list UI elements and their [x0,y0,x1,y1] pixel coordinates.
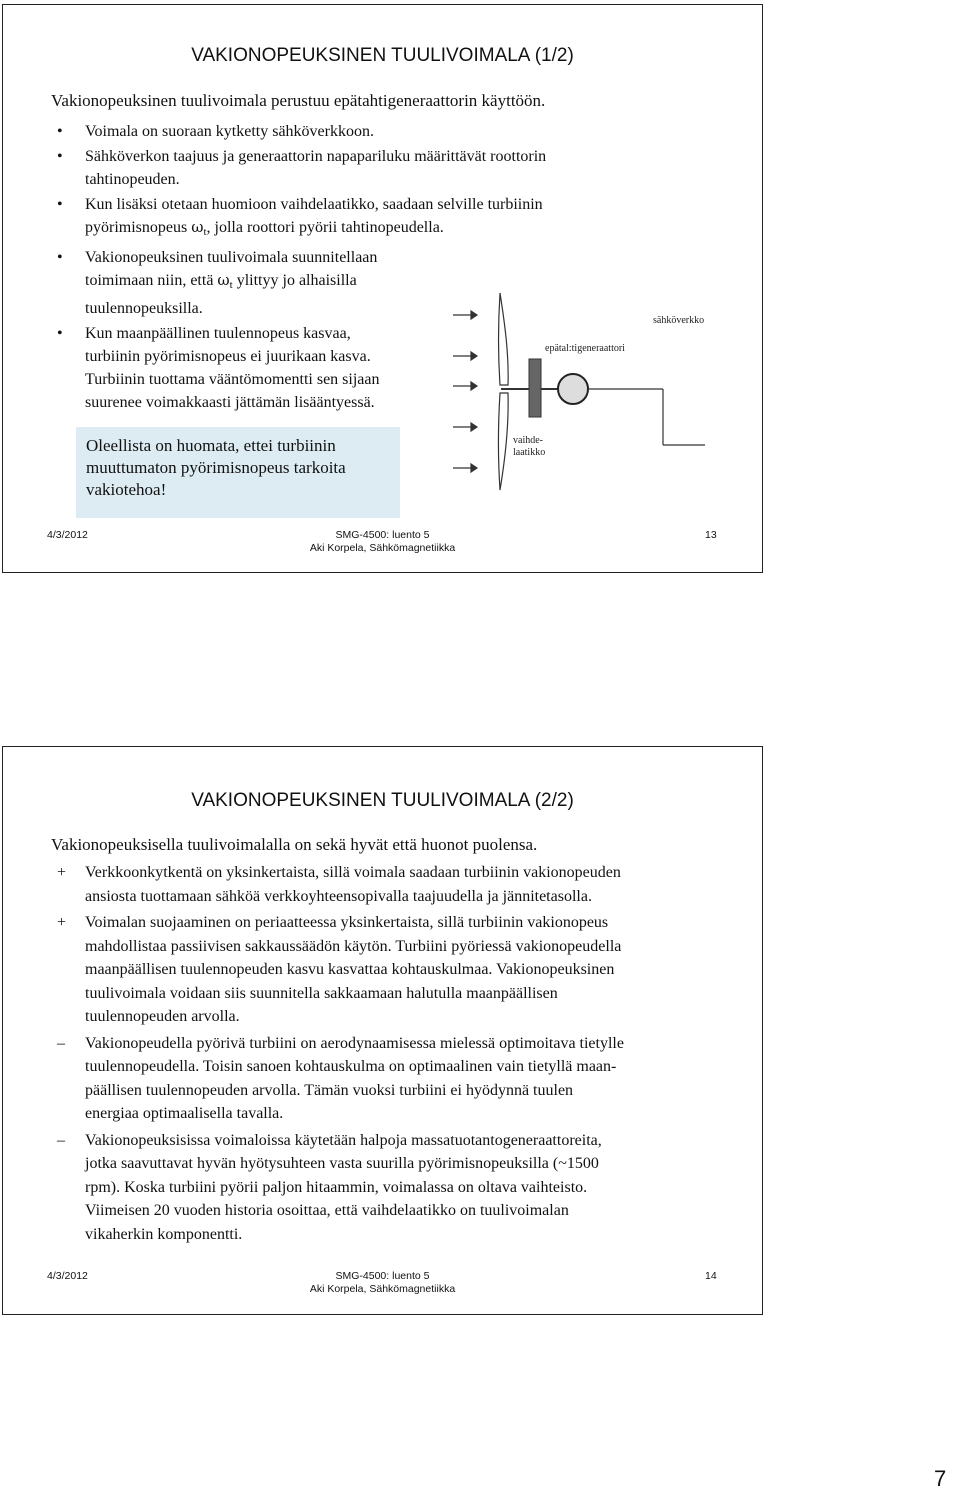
slide-14 [2,746,763,1315]
generator-label: epätal:tigeneraattori [545,343,625,354]
item-text-line: Vakionopeuksisissa voimaloissa käytetään halpoja massatuotantogeneraattoreita, [85,1131,602,1149]
wind-arrow-icon [453,311,477,319]
con-marker: – [57,1034,65,1052]
grid-label: sähköverkko [653,315,705,326]
bullet-text-line: ylittyy jo alhaisilla [232,272,357,289]
slide-title: VAKIONOPEUKSINEN TUULIVOIMALA (2/2) [191,790,574,811]
note-text-line: vakiotehoa! [86,480,167,499]
footer-date: 4/3/2012 [47,529,88,541]
pros-cons-item [3,1129,762,1247]
bullet-text-line: Kun maanpäällinen tuulennopeus kasvaa, [85,325,351,342]
bullet-marker: • [57,148,63,165]
item-text-line: Viimeisen 20 vuoden historia osoittaa, että vaihdelaatikko on tuulivoimalan [85,1202,569,1219]
pros-cons-item [3,911,762,1029]
wind-turbine-diagram [443,285,733,495]
item-text-line: tuulennopeuden arvolla. [85,1008,240,1025]
bullet-text-line: toimimaan niin, että [85,272,218,289]
subscript: t [203,226,207,238]
item-text-line: ansiosta tuottamaan sähköä verkkoyhteensopivalla taajuudella ja jännitetasolla. [85,887,592,905]
item-text-line: Voimalan suojaaminen on periaatteessa yksinkertaista, sillä turbiinin vakionopeus [85,914,609,931]
omega-symbol: ω [191,218,204,236]
pros-cons-item [3,861,762,908]
footer-date: 4/3/2012 [47,1270,88,1282]
footer-author: Aki Korpela, Sähkömagnetiikka [309,1283,456,1295]
bullet-text: Voimala on suoraan kytketty sähköverkkoon. [85,123,374,140]
bullet-text-line: suurenee voimakkaasti jättämän lisääntyessä. [85,394,375,411]
gearbox-block [529,359,541,417]
slide-number: 14 [705,1270,717,1282]
slide-lead-text: Vakionopeuksinen tuulivoimala perustuu epätahtigeneraattorin käyttöön. [51,91,546,110]
note-text-line: Oleellista on huomata, ettei turbiinin [86,436,336,455]
bullet-text-line: Sähköverkon taajuus ja generaattorin napapariluku määrittävät roottorin [85,148,547,165]
gearbox-label-line: vaihde- [513,435,543,446]
bullet-marker: • [57,249,63,266]
slide-title: VAKIONOPEUKSINEN TUULIVOIMALA (1/2) [191,45,574,66]
pros-cons-list [3,861,762,1249]
con-marker: – [57,1131,65,1149]
bullet-marker: • [57,123,63,140]
slide-13 [2,4,763,573]
item-text-line: tuulennopeudella. Toisin sanoen kohtauskulma on optimaalinen vain tietyllä maan- [85,1058,617,1075]
footer-course: SMG-4500: luento 5 [335,1270,430,1282]
wind-arrow-icon [453,352,477,360]
item-text-line: Verkkoonkytkentä on yksinkertaista, sillä voimala saadaan turbiinin vakionopeuden [85,864,621,881]
item-text-line: Vakionopeudella pyörivä turbiini on aerodynaamisessa mielessä optimoitava tietylle [85,1034,624,1052]
bullet-item [3,120,762,143]
rotor-blade-upper [499,293,509,385]
item-text-line: jotka saavuttavat hyvän hyötysuhteen vasta suurilla pyörimisnopeuksilla (~1500 [85,1155,599,1172]
gearbox-label-line: laatikko [513,447,546,458]
bullet-text-line: tuulennopeuksilla. [85,300,203,317]
wind-arrow-icon [453,423,477,431]
rotor-blade-lower [499,393,509,490]
generator-circle [558,374,588,404]
item-text-line: energiaa optimaalisella tavalla. [85,1105,284,1122]
bullet-text-line: turbiinin pyörimisnopeus ei juurikaan kasva. [85,348,371,365]
bullet-item [3,145,762,191]
item-text-line: maanpäällisen tuulennopeuden kasvu kasvattaa kohtauskulmaa. Vakionopeuksinen [85,961,615,978]
note-text-line: muuttumaton pyörimisnopeus tarkoita [86,458,346,477]
slide-number: 13 [705,529,717,541]
omega-symbol: ω [217,271,230,289]
pros-cons-item [3,1032,762,1126]
footer-author: Aki Korpela, Sähkömagnetiikka [309,542,456,554]
bullet-text-line: Kun lisäksi otetaan huomioon vaihdelaatikko, saadaan selville turbiinin [85,196,543,213]
bullet-text-line: tahtinopeuden. [85,171,180,188]
bullet-text-line: Vakionopeuksinen tuulivoimala suunnitellaan [85,249,378,266]
item-text-line: mahdollistaa passiivisen sakkaussäädön käytön. Turbiini pyöriessä vakionopeudella [85,937,622,955]
wind-arrow-icon [453,464,477,472]
item-text-line: vikaherkin komponentti. [85,1225,243,1243]
pro-marker: + [57,914,67,931]
slide-lead-text: Vakionopeuksisella tuulivoimalalla on sekä hyvät että huonot puolensa. [51,835,538,854]
footer-course: SMG-4500: luento 5 [335,529,430,541]
pro-marker: + [57,864,67,881]
bullet-text-line: Turbiinin tuottama vääntömomentti sen sijaan [85,371,380,388]
bullet-text-line: , jolla roottori pyörii tahtinopeudella. [206,219,444,236]
item-text-line: rpm). Koska turbiini pyörii paljon hitaammin, voimalassa on oltava vaihteisto. [85,1178,588,1196]
page-number: 7 [934,1466,947,1491]
wind-arrow-icon [453,382,477,390]
subscript: t [229,279,233,291]
bullet-marker: • [57,325,63,342]
note-callout [76,427,400,518]
bullet-text-line: pyörimisnopeus [85,219,192,236]
bullet-item [3,193,762,244]
item-text-line: päällisen tuulennopeuden arvolla. Tämän vuoksi turbiini ei hyödynnä tuulen [85,1081,574,1099]
bullet-marker: • [57,196,63,213]
wind-arrows [453,311,477,472]
item-text-line: tuulivoimala voidaan siis suunnitella sakkaamaan halutulla maanpäällisen [85,984,558,1002]
